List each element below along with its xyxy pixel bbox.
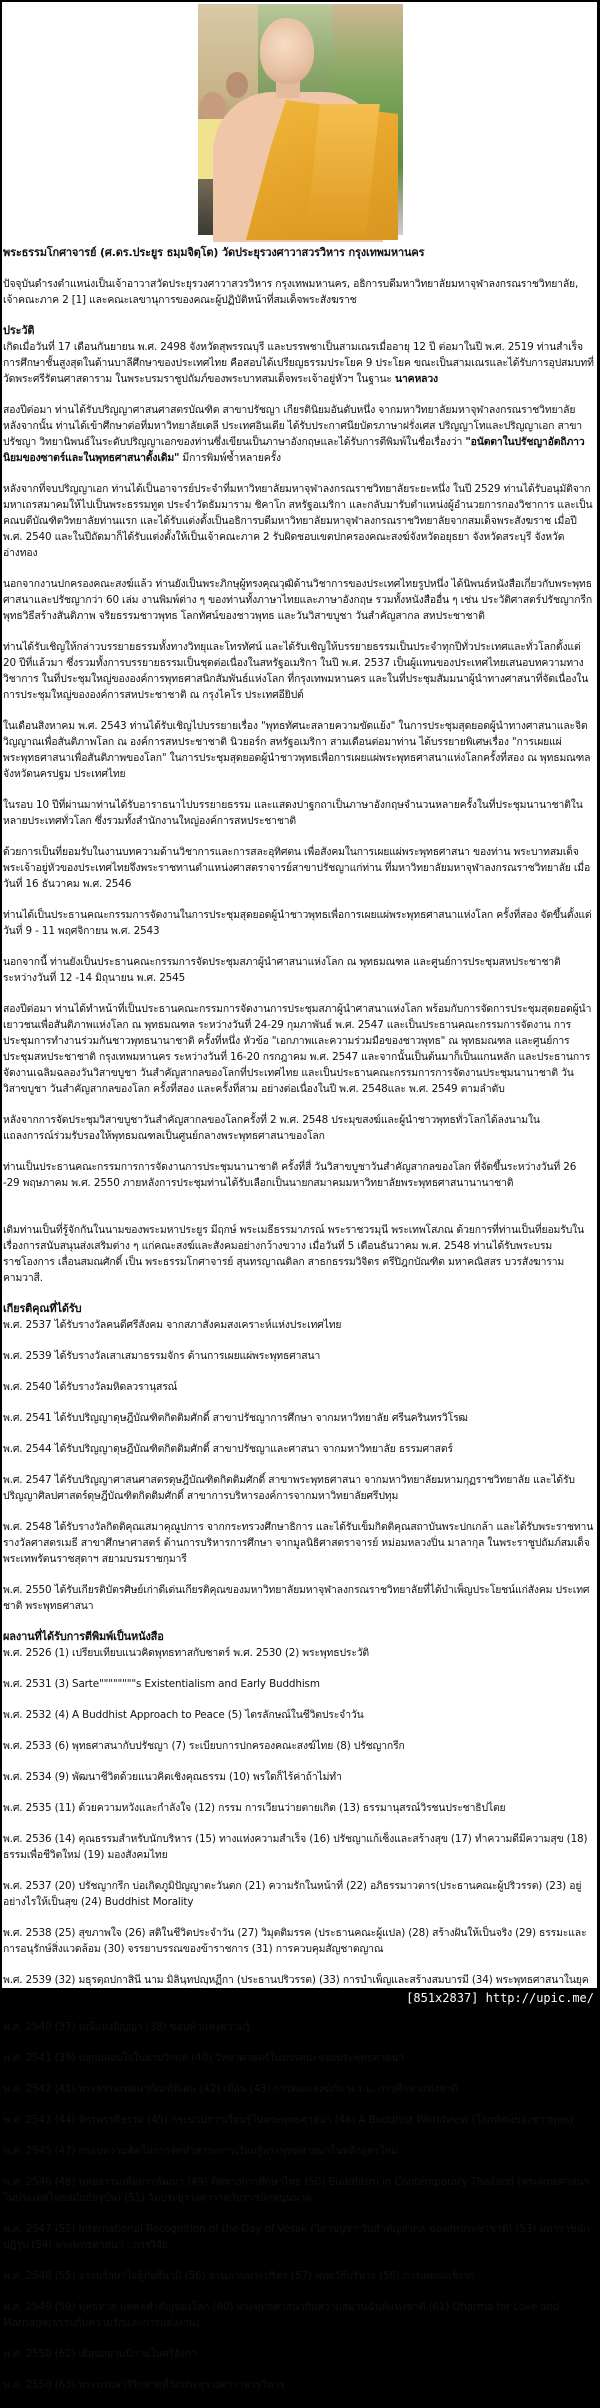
footer-bar bbox=[0, 1988, 600, 2008]
work-item: พ.ศ. 2535 (11) ด้วยความหวังและกำลังใจ (12) กรรม การเวียนว่ายตายเกิด (13) ธรรมานุสรณ์วิรชนประชาธิปไตย bbox=[3, 1802, 506, 1814]
biography-paragraph: นอกจากงานปกครองคณะสงฆ์แล้ว ท่านยังเป็นพระภิกษุผู้ทรงคุณวุฒิด้านวิชาการของประเทศไทยรูปหนึ่ง ได้นิพนธ์หนังสือเกี่ยวกับพระพุทธศาสนาและปรัชญากว่า 60 เล่ม งานพิมพ์ต่าง ๆ ของท่านทั้งภาษาไทยและภาษาอังกฤษ รวมทั้งหนังสืออื่น ๆ เช่น ประวัติศาสตร์ปรัชญากรีก พุทธวิธีสร้างสันติภาพ จริยธรรมชาวพุทธ โลกทัศน์ของชาวพุทธ และวันวิสาขบูชา วันสำคัญสากล สหประชาชาติ bbox=[3, 578, 592, 622]
work-item: พ.ศ. 2539 (32) มธุรตฺถปกาสินี นาม มิลินฺทปญฺหฏีกา (ประธานปริวรรต) (33) การบำเพ็ญและสร้างสมบารมี (34) พระพุทธศาสนาในยุค bbox=[3, 1974, 589, 1986]
photo-bystander bbox=[200, 92, 226, 122]
honor-item: พ.ศ. 2539 ได้รับรางวัลเสาเสมาธรรมจักร ด้านการเผยแผ่พระพุทธศาสนา bbox=[3, 1350, 321, 1362]
biography-paragraph bbox=[3, 402, 595, 466]
biography-paragraph bbox=[3, 339, 595, 387]
paragraph-text: สองปีต่อมา ท่านได้รับปริญญาศาสนศาสตรบัณฑิต สาขาปรัชญา เกียรตินิยมอันดับหนึ่ง จากมหาวิทยาลัยมหาจุฬาลงกรณราชวิทยาลัย หลังจากนั้น ท่านได้เข้าศึกษาต่อที่มหาวิทยาลัยเดลี ประเทศอินเดีย ได้รับประกาศนียบัตรภาษาฝรั่งเศส ปริญญาโทและปริญญาเอก สาขาปรัชญา วิทยานิพนธ์ในระดับปริญญาเอกของท่านซึ่งเขียนเป็นภาษาอังกฤษและได้รับการตีพิมพ์ในชื่อเรื่องว่า bbox=[3, 404, 582, 448]
biography-paragraph: ท่านเป็นประธานคณะกรรมการการจัดงานการประชุมนานาชาติ ครั้งที่สี่ วันวิสาขบูชาวันสำคัญสากลของโลก ที่จัดขึ้นระหว่างวันที่ 26 -29 พฤษภาคม พ.ศ. 2550 ภายหลังการประชุมท่านได้รับเลือกเป็นนายกสมาคมมหาวิทยาลัยพระพุทธศาสนานานาชาติ bbox=[3, 1161, 577, 1189]
work-item: พ.ศ. 2540 (37) มณีแห่งปัญญา (38) ขอบฟ้าแห่งความรู้ bbox=[3, 2021, 251, 2033]
intro-paragraph: ปัจจุบันดำรงตำแหน่งเป็นเจ้าอาวาสวัดประยุรวงศาวาสวรวิหาร กรุงเทพมหานคร, อธิการบดีมหาวิทยาลัยมหาจุฬาลงกรณราชวิทยาลัย, เจ้าคณะภาค 2 [1] และคณะเลขานุการของคณะผู้ปฏิบัติหน้าที่สมเด็จพระสังฆราช bbox=[3, 278, 579, 306]
work-item: พ.ศ. 2547 (52) International Recognition of the Day of Vesak (วิสาขบูชา วันสำคัญสากล ของสหประชาชาติ) (53) มหาราชนักปฏิรูป (54) พระพุทธศาสนา : การวิจัย bbox=[3, 2223, 590, 2251]
honor-item: พ.ศ. 2550 ได้รับเกียรติบัตรศิษย์เก่าดีเด่นเกียรติคุณของมหาวิทยาลัยมหาจุฬาลงกรณราชวิทยาลัยที่ได้บำเพ็ญประโยชน์แก่สังคม ประเทศชาติ พระพุทธศาสนา bbox=[3, 1584, 590, 1612]
work-item: พ.ศ. 2542 (41) พระธรรมเทศนากัณฑ์พิเศษ (42) เพื่อน (43) การคณะสงฆ์กับ พ.ร.บ. การศึกษาแห่งชาติ bbox=[3, 2083, 458, 2095]
work-item: พ.ศ. 2534 (9) พัฒนาชีวิตด้วยแนวคิดเชิงคุณธรรม (10) พรใดก็ไร้ค่าถ้าไม่ทำ bbox=[3, 1771, 342, 1783]
works-heading: ผลงานที่ได้รับการตีพิมพ์เป็นหนังสือ bbox=[3, 1630, 164, 1643]
article-content bbox=[3, 245, 595, 2408]
paragraph-text: มีการพิมพ์ซ้ำหลายครั้ง bbox=[179, 452, 281, 464]
portrait-photo bbox=[198, 4, 403, 235]
work-item: พ.ศ. 2531 (3) Sarte""""""""s Existentialism and Early Buddhism bbox=[3, 1678, 320, 1690]
biography-paragraph: หลังจากการจัดประชุมวิสาขบูชาวันสำคัญสากลของโลกครั้งที่ 2 พ.ศ. 2548 ประมุขสงฆ์และผู้นำชาวพุทธทั่วโลกได้ลงนามในแถลงการณ์ร่วมรับรองให้พุทธมณฑลเป็นศูนย์กลางพระพุทธศาสนาของโลก bbox=[3, 1114, 540, 1142]
biography-heading: ประวัติ bbox=[3, 324, 35, 337]
spacer bbox=[3, 1206, 595, 1222]
work-item: พ.ศ. 2548 (55) ธรรมรักษาใจสู้ภัยสึนามิ (56) อานุภาพพระปริตร (57) พุทธวิธีบริหาร (58) การเผยแผ่เชิงรุก bbox=[3, 2270, 475, 2282]
biography-paragraph: ท่านได้รับเชิญให้กล่าวบรรยายธรรมทั้งทางวิทยุและโทรทัศน์ และได้รับเชิญให้บรรยายธรรมเป็นประจำทุกปีทั่วประเทศและทั่วโลกตั้งแต่ 20 ปีที่แล้วมา ซึ่งรวมทั้งการบรรยายธรรมเป็นชุดต่อเนื่องในสหรัฐอเมริกา ในปี พ.ศ. 2537 เป็นผู้แทนของประเทศไทยเสนอบทความทางวิชาการ ในที่ประชุมใหญ่ขององค์การพุทธศาสนิกสัมพันธ์แห่งโลก ที่กรุงเทพมหานคร และในที่ประชุมสัมมนาผู้นำทางศาสนาที่จัดเนื่องในการประชุมใหญ่ขององค์การสหประชาชาติ ณ กรุงไคโร ประเทศอียิปต์ bbox=[3, 641, 589, 701]
photo-monk-head bbox=[260, 18, 314, 84]
work-item: พ.ศ. 2541 (39) ปลุกปลอบใจในยามวิกฤต (40) วิทยาศาสตร์ในทรรศนะของพระพุทธศาสนา bbox=[3, 2052, 404, 2064]
biography-paragraph: ในรอบ 10 ปีที่ผ่านมาท่านได้รับอาราธนาไปบรรยายธรรม และแสดงปาฐกถาเป็นภาษาอังกฤษจำนวนหลายครั้งในที่ประชุมนานาชาติในหลายประเทศทั่วโลก ซึ่งรวมทั้งสำนักงานใหญ่องค์การสหประชาชาติ bbox=[3, 799, 583, 827]
work-item: พ.ศ. 2546 (48) พุทธธรรมเพื่อการพัฒนา (49) ทิศทางการศึกษาไทย (50) Buddhism in Contemporary Thailand (พระพุทธศาสนาในประเทศไทยสมัยปัจจุบัน) (51) วัดประยุรวงศาวาสกับราชนิกุลบุนนาค bbox=[3, 2176, 590, 2204]
work-item: พ.ศ. 2549 (59) พุทธทาส บุคคลสำคัญของโลก (60) พระพุทธศาสนากับความสมานฉันท์แห่งชาติ (61) Dharma for Love and Marriage(ธรรมกับความรักและการแต่งงาน) bbox=[3, 2301, 560, 2329]
biography-paragraph: สองปีต่อมา ท่านได้ทำหน้าที่เป็นประธานคณะกรรมการจัดงานการประชุมสภาผู้นำศาสนาแห่งโลก พร้อมกับการจัดการประชุมสุดยอดผู้นำเยาวชนเพื่อสันติภาพแห่งโลก ณ พุทธมณฑล ระหว่างวันที่ 24-29 กุมภาพันธ์ พ.ศ. 2547 และเป็นประธานคณะกรรมการจัดงาน การประชุมการทำงานร่วมกันชาวพุทธนานาชาติ ครั้งที่หนึ่ง หัวข้อ "เอกภาพและความร่วมมือของชาวพุทธ" ณ พุทธมณฑล และศูนย์การประชุมสหประชาชาติ กรุงเทพมหานคร ระหว่างวันที่ 16-20 กรกฎาคม พ.ศ. 2547 และจากนั้นเป็นต้นมาก็เป็นแกนหลัก และประธานการจัดงานเฉลิมฉลองวันวิสาขบูชา วันสำคัญสากลของโลกที่ประเทศไทย และเป็นประธานคณะกรรมการการจัดงานประชุมนานาชาติ วันวิสาขบูชา วันสำคัญสากลของโลก ครั้งที่สอง และครั้งที่สาม อย่างต่อเนื่องในปี พ.ศ. 2548และ พ.ศ. 2549 ตามลำดับ bbox=[3, 1003, 592, 1095]
biography-paragraph: ด้วยการเป็นที่ยอมรับในงานบทความด้านวิชาการและการสละอุทิศตน เพื่อสังคมในการเผยแผ่พระพุทธศาสนา ของท่าน พระบาทสมเด็จพระเจ้าอยู่หัวของประเทศไทยจึงพระราชทานตำแหน่งศาสตราจารย์สาขาปรัชญาแก่ท่าน ที่มหาวิทยาลัยมหาจุฬาลงกรณราชวิทยาลัย เมื่อวันที่ 16 ธันวาคม พ.ศ. 2546 bbox=[3, 846, 591, 890]
image-host-watermark: [851x2837] http://upic.me/ bbox=[406, 1991, 594, 2005]
work-item: พ.ศ. 2536 (14) คุณธรรมสำหรับนักบริหาร (15) ทางแห่งความสำเร็จ (16) ปรัชญาแก้เซ็งและสร้างสุข (17) ทำความดีมีความสุข (18) ธรรมเพื่อชีวิตใหม่ (19) มองสังคมไทย bbox=[3, 1833, 588, 1861]
work-item: พ.ศ. 2537 (20) ปรัชญากรีก บ่อเกิดภูมิปัญญาตะวันตก (21) ความรักในหน้าที่ (22) อภิธรรมาวตาร(ประธานคณะผู้ปริวรรต) (23) อยู่อย่างไรให้เป็นสุข (24) Buddhist Morality bbox=[3, 1880, 582, 1908]
work-item: พ.ศ. 2532 (4) A Buddhist Approach to Peace (5) ไตรลักษณ์ในชีวิตประจำวัน bbox=[3, 1709, 364, 1721]
work-item: พ.ศ. 2550 (62) เยือนสยามนิกายในศรีลังกา bbox=[3, 2348, 197, 2360]
honors-list bbox=[3, 1317, 595, 1614]
biography-paragraph: หลังจากที่จบปริญญาเอก ท่านได้เป็นอาจารย์ประจำที่มหาวิทยาลัยมหาจุฬาลงกรณราชวิทยาลัยระยะหนึ่ง ในปี 2529 ท่านได้รับอนุมัติจากมหาเถรสมาคมให้ไปเป็นพระธรรมทูต ประจำวัดธัมมาราม ชิคาโก สหรัฐอเมริกา และกลับมารับตำแหน่งผู้อำนวยการกองวิชาการ และเป็นคณบดีบัณฑิตวิทยาลัยท่านแรก และได้รับแต่งตั้งเป็นอธิการบดีมหาวิทยาลัยมหาจุฬาลงกรณราชวิทยาลัยจากสมเด็จพระสังฆราช เมื่อปี พ.ศ. 2540 และในปีถัดมาก็ได้รับแต่งตั้งให้เป็นเจ้าคณะภาค 2 รับผิดชอบเขตปกครองคณะสงฆ์จังหวัดอยุธยา จังหวัดสระบุรี จังหวัดอ่างทอง bbox=[3, 483, 593, 559]
works-list bbox=[3, 1645, 595, 2393]
honor-item: พ.ศ. 2548 ได้รับรางวัลกิตติคุณเสมาคุณูปการ จากกระทรวงศึกษาธิการ และได้รับเข็มกิตติคุณสถาบันพระปกเกล้า และได้รับพระราชทานรางวัลศาสตรเมธี สาขาศึกษาศาสตร์ ด้านการบริหารการศึกษา จากมูลนิธิศาสตราจารย์ หม่อมหลวงปิ่น มาลากุล ในพระราชูปถัมภ์สมเด็จพระเทพรัตนราชสุดาฯ สยามบรมราชกุมารี bbox=[3, 1521, 594, 1565]
biography-paragraph: ในเดือนสิงหาคม พ.ศ. 2543 ท่านได้รับเชิญไปบรรยายเรื่อง "พุทธทัศนะสลายความขัดแย้ง" ในการประชุมสุดยอดผู้นำทางศาสนาและจิตวิญญาณเพื่อสันติภาพโลก ณ องค์การสหประชาชาติ นิวยอร์ก สหรัฐอเมริกา สามเดือนต่อมาท่าน ได้บรรยายพิเศษเรื่อง "การเผยแผ่พระพุทธศาสนาเพื่อสันติภาพของโลก" ในการประชุมสุดยอดผู้นำชาวพุทธเพื่อการเผยแผ่พระพุทธศาสนาแห่งโลกครั้งที่สอง ณ พุทธมณฑล จังหวัดนครปฐม ประเทศไทย bbox=[3, 720, 591, 780]
emphasis-text: นาคหลวง bbox=[395, 373, 438, 385]
work-item: พ.ศ. 2538 (25) สุขภาพใจ (26) สติในชีวิตประจำวัน (27) วิมุตติมรรค (ประธานคณะผู้แปล) (28) สร้างฝันให้เป็นจริง (29) ธรรมะและการอนุรักษ์สิ่งแวดล้อม (30) จรรยาบรรณของข้าราชการ (31) การควบคุมสัญชาตญาณ bbox=[3, 1927, 587, 1955]
portrait-image bbox=[198, 4, 403, 235]
page-title: พระธรรมโกศาจารย์ (ศ.ดร.ประยูร ธมฺมจิตฺโต) วัดประยุรวงศาวาสวรวิหาร กรุงเทพมหานคร bbox=[3, 246, 425, 259]
work-item: พ.ศ. 2545 (47) กรอบความคิดในการจัดทำสาระการเรียนรู้พระพุทธศาสนาในหลักสูตรใหม่ bbox=[3, 2145, 398, 2157]
work-item: พ.ศ. 2543 (44) จักรพรรดิธรรม (45) กระบวนการเรียนรู้ในพระพุทธศาสนา (46) A Buddhist Worldview (โลกทัศน์ของชาวพุทธ) bbox=[3, 2114, 574, 2126]
honor-item: พ.ศ. 2547 ได้รับปริญญาศาสนศาสตรดุษฎีบัณฑิตกิตติมศักดิ์ สาขาพระพุทธศาสนา จากมหาวิทยาลัยมหามกุฏราชวิทยาลัย และได้รับปริญญาศิลปศาสตร์ดุษฎีบัณฑิตกิตติมศักดิ์ สาขาการบริหารองค์การจากมหาวิทยาลัยศรีปทุม bbox=[3, 1474, 575, 1502]
honor-item: พ.ศ. 2544 ได้รับปริญญาดุษฎีบัณฑิตกิตติมศักดิ์ สาขาปรัชญาและศาสนา จากมหาวิทยาลัย ธรรมศาสตร์ bbox=[3, 1443, 453, 1455]
photo-bystander bbox=[226, 72, 248, 98]
honor-item: พ.ศ. 2537 ได้รับรางวัลคนดีศรีสังคม จากสภาสังคมสงเคราะห์แห่งประเทศไทย bbox=[3, 1319, 342, 1331]
thesis-title: "อนัตตาในปรัชญาอัตถิภาวนิยมของซาตร์และในพุทธศาสนาดั้งเดิม" bbox=[3, 436, 585, 464]
work-item: พ.ศ. 2533 (6) พุทธศาสนากับปรัชญา (7) ระเบียบการปกครองคณะสงฆ์ไทย (8) ปรัชญากรีก bbox=[3, 1740, 405, 1752]
paragraph-text: เกิดเมื่อวันที่ 17 เดือนกันยายน พ.ศ. 2498 จังหวัดสุพรรณบุรี และบรรพชาเป็นสามเณรเมื่ออายุ 12 ปี ต่อมาในปี พ.ศ. 2519 ท่านสำเร็จการศึกษาชั้นสูงสุดในด้านบาลีศึกษาของประเทศไทย คือสอบได้เปรียญธรรมประโยค 9 ประโยค ขณะเป็นสามเณรและได้รับการอุปสมบทที่วัดพระศรีรัตนศาสดาราม ในพระบรมราชูปถัมภ์ของพระบาทสมเด็จพระเจ้าอยู่หัวฯ ในฐานะ bbox=[3, 341, 594, 385]
biography-paragraph: ท่านได้เป็นประธานคณะกรรมการจัดงานในการประชุมสุดยอดผู้นำชาวพุทธเพื่อการเผยแผ่พระพุทธศาสนาแห่งโลก ครั้งที่สอง จัดขึ้นตั้งแต่วันที่ 9 - 11 พฤศจิกายน พ.ศ. 2543 bbox=[3, 909, 592, 937]
honor-item: พ.ศ. 2541 ได้รับปริญญาดุษฎีบัณฑิตกิตติมศักดิ์ สาขาปรัชญาการศึกษา จากมหาวิทยาลัย ศรีนครินทรวิโรฒ bbox=[3, 1412, 468, 1424]
honor-item: พ.ศ. 2540 ได้รับรางวัลมหิดลวรานุสรณ์ bbox=[3, 1381, 178, 1393]
work-item: พ.ศ. 2550 (63) พระบรมสารีริกธาตุที่วัดประยุรวงศาวาสวรวิหาร bbox=[3, 2379, 285, 2391]
biography-paragraph: นอกจากนี้ ท่านยังเป็นประธานคณะกรรมการจัดประชุมสภาผู้นำศาสนาแห่งโลก ณ พุทธมณฑล และศูนย์การประชุมสหประชาชาติ ระหว่างวันที่ 12 -14 มิถุนายน พ.ศ. 2545 bbox=[3, 956, 561, 984]
honors-heading: เกียรติคุณที่ได้รับ bbox=[3, 1302, 82, 1315]
biography-paragraph: เดิมท่านเป็นที่รู้จักกันในนามของพระมหาประยูร มีฤกษ์ พระเมธีธรรมาภรณ์ พระราชวรมุนี พระเทพโสภณ ด้วยการที่ท่านเป็นที่ยอมรับในเรื่องการสนับสนุนส่งเสริมต่าง ๆ แก่คณะสงฆ์และสังคมอย่างกว้างขวาง เมื่อวันที่ 5 เดือนธันวาคม พ.ศ. 2548 ท่านได้รับพระบรมราชโองการ เลื่อนสมณศักดิ์ เป็น พระธรรมโกศาจารย์ สุนทรญาณดิลก สาธกธรรมวิจิตร ตรีปิฎกบัณฑิต มหาคณิสสร บวรสังฆาราม คามวาสี. bbox=[3, 1224, 585, 1284]
work-item: พ.ศ. 2526 (1) เปรียบเทียบแนวคิดพุทธทาสกับซาตร์ พ.ศ. 2530 (2) พระพุทธประวัติ bbox=[3, 1647, 370, 1659]
